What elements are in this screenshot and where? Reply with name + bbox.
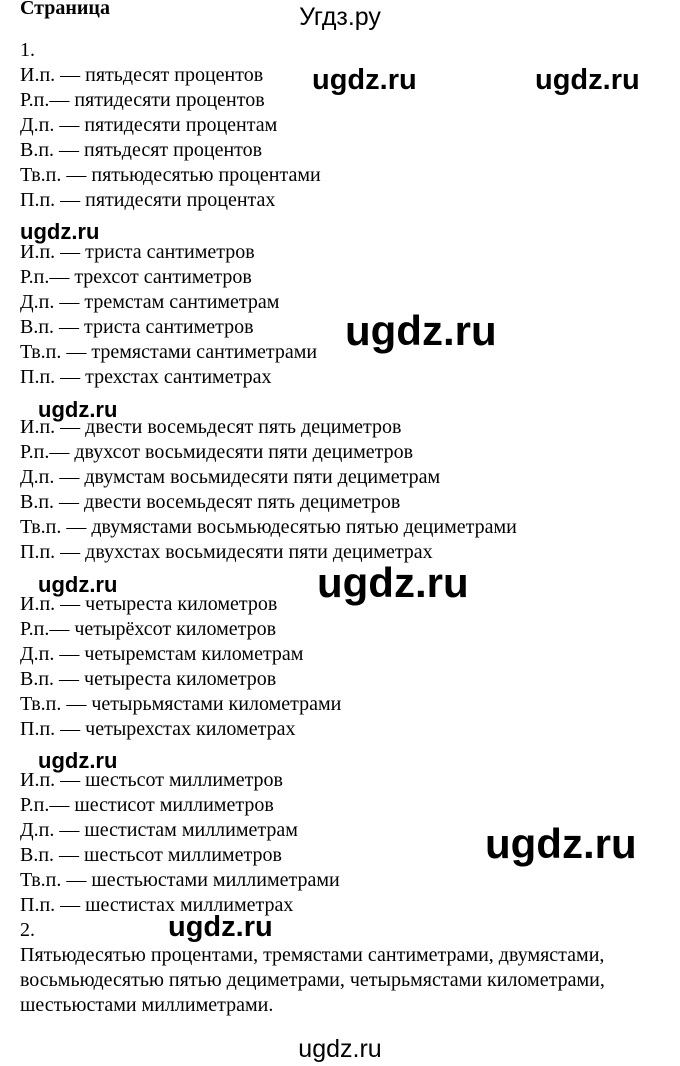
site-header: Угдз.ру	[299, 3, 381, 31]
section-2-number: 2.	[20, 919, 35, 941]
case-line: И.п. — четыреста километров	[20, 593, 278, 615]
case-line: Р.п.— шестисот миллиметров	[20, 794, 274, 816]
case-line: Д.п. — тремстам сантиметрам	[20, 291, 280, 313]
case-line: В.п. — двести восемьдесят пять дециметров	[20, 491, 401, 513]
watermark: ugdz.ru	[345, 307, 497, 354]
case-line: Тв.п. — шестьюстами миллиметрами	[20, 869, 340, 891]
watermark: ugdz.ru	[20, 219, 100, 244]
watermark: ugdz.ru	[38, 572, 118, 597]
case-line: Р.п.— пятидесяти процентов	[20, 89, 265, 111]
case-line: Тв.п. — пятьюдесятью процентами	[20, 164, 321, 186]
case-line: Д.п. — пятидесяти процентам	[20, 114, 278, 136]
case-line: Р.п.— четырёхсот километров	[20, 618, 277, 640]
case-line: Р.п.— двухсот восьмидесяти пяти дециметров	[20, 441, 414, 463]
watermark: ugdz.ru	[485, 820, 637, 867]
case-line: Д.п. — четыремстам километрам	[20, 643, 304, 665]
case-line: П.п. — пятидесяти процентах	[20, 189, 276, 211]
section-1-number: 1.	[20, 39, 35, 61]
case-line: В.п. — шестьсот миллиметров	[20, 844, 282, 866]
case-line: Тв.п. — тремястами сантиметрами	[20, 341, 318, 363]
cut-off-heading	[20, 0, 110, 20]
case-line: Р.п.— трехсот сантиметров	[20, 266, 252, 288]
case-line: Д.п. — шестистам миллиметрам	[20, 819, 298, 841]
case-line: П.п. — четырехстах километрах	[20, 718, 296, 740]
case-line: П.п. — двухстах восьмидесяти пяти дециметрах	[20, 541, 433, 563]
watermark: ugdz.ru	[317, 559, 469, 606]
cut-off-heading-text: Страница	[20, 0, 110, 19]
section-2-answer: Пятьюдесятью процентами, тремястами сантиметрами, двумястами, восьмьюдесятью пятью дециметрами, четырьмястами километрами, шестьюстами миллиметрами.	[20, 944, 605, 1016]
case-line: Тв.п. — двумястами восьмьюдесятью пятью дециметрами	[20, 516, 517, 538]
watermark: ugdz.ru	[312, 64, 417, 96]
case-line: Тв.п. — четырьмястами километрами	[20, 693, 342, 715]
watermark: ugdz.ru	[38, 748, 118, 773]
case-line: И.п. — триста сантиметров	[20, 241, 255, 263]
case-line: В.п. — пятьдесят процентов	[20, 139, 263, 161]
case-line: И.п. — двести восемьдесят пять дециметров	[20, 416, 402, 438]
watermark: ugdz.ru	[168, 911, 273, 943]
case-line: Д.п. — двумстам восьмидесяти пяти дециметрам	[20, 466, 441, 488]
case-line: И.п. — пятьдесят процентов	[20, 64, 264, 86]
watermark: ugdz.ru	[535, 64, 640, 96]
case-line: П.п. — шестистах миллиметрах	[20, 894, 294, 916]
watermark: ugdz.ru	[38, 397, 118, 422]
case-line: П.п. — трехстах сантиметрах	[20, 366, 272, 388]
footer-watermark: ugdz.ru	[298, 1035, 382, 1063]
case-line: В.п. — четыреста километров	[20, 668, 277, 690]
case-line: И.п. — шестьсот миллиметров	[20, 769, 283, 791]
case-line: В.п. — триста сантиметров	[20, 316, 254, 338]
